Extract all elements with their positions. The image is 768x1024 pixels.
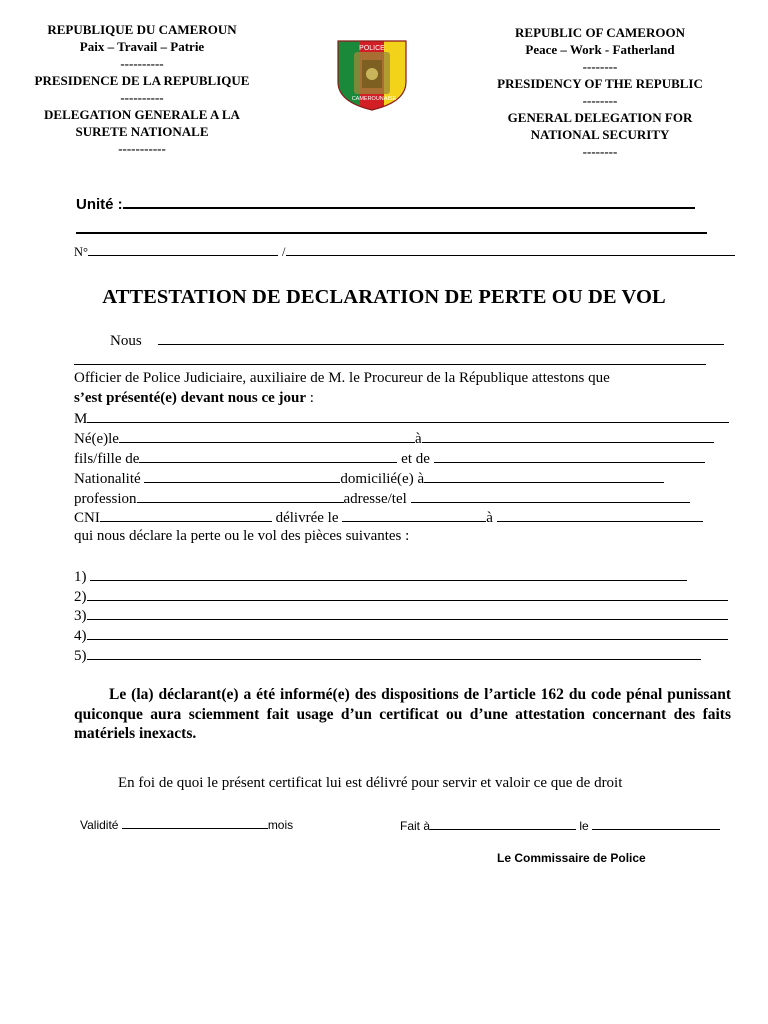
validity-field[interactable] <box>122 817 268 829</box>
validite-label: Validité <box>80 818 122 832</box>
unite-field[interactable] <box>123 194 695 209</box>
le-label: le <box>576 819 593 833</box>
piece-field[interactable] <box>87 646 701 660</box>
separator: -------- <box>582 59 618 74</box>
page-title: ATTESTATION DE DECLARATION DE PERTE OU DE VOL <box>102 286 666 308</box>
delegation-fr-1: DELEGATION GENERALE A LA <box>44 107 240 122</box>
cni-label: CNI <box>74 510 100 526</box>
adresse-label: adresse/tel <box>343 491 411 507</box>
officier-text: Officier de Police Judiciaire, auxiliaire de M. le Procureur de la République attestons que <box>74 370 610 386</box>
presente-text: s’est présenté(e) devant nous ce jour <box>74 390 307 406</box>
presente-colon: : <box>306 390 314 406</box>
country-en: REPUBLIC OF CAMEROON <box>515 25 685 40</box>
address-field[interactable] <box>411 489 690 503</box>
logo-top-text: POLICE <box>359 45 385 52</box>
fait-place-field[interactable] <box>430 818 576 830</box>
separator: ---------- <box>120 56 164 71</box>
piece-field[interactable] <box>90 567 687 581</box>
fait-date-field[interactable] <box>592 818 720 830</box>
cni-row <box>74 508 703 527</box>
birth-date-field[interactable] <box>119 429 415 443</box>
piece-item-4 <box>74 626 728 645</box>
m-label: M <box>74 411 88 427</box>
piece-item-2 <box>74 587 728 606</box>
numero-row <box>74 245 735 260</box>
nous-label: Nous <box>110 333 142 349</box>
m-row <box>74 409 729 428</box>
numero-suffix-field[interactable] <box>286 245 735 256</box>
police-logo <box>336 38 408 112</box>
et-de-label: et de <box>397 451 434 467</box>
separator: -------- <box>582 93 618 108</box>
mother-field[interactable] <box>434 449 705 463</box>
piece-number: 3) <box>74 608 87 624</box>
nous-field[interactable] <box>158 331 724 345</box>
nous-field-line-2[interactable] <box>74 364 706 365</box>
closing-text: En foi de quoi le présent certificat lui est délivré pour servir et valoir ce que de droit <box>118 775 623 791</box>
cni-date-field[interactable] <box>342 508 486 522</box>
m-field[interactable] <box>87 409 729 423</box>
piece-item-5 <box>74 646 701 665</box>
piece-number: 4) <box>74 628 87 644</box>
piece-item-1 <box>74 567 687 586</box>
piece-number: 5) <box>74 648 87 664</box>
motto-en: Peace – Work - Fatherland <box>525 42 675 57</box>
motto-fr: Paix – Travail – Patrie <box>79 39 205 54</box>
legal-warning: Le (la) déclarant(e) a été informé(e) des dispositions de l’article 162 du code pénal punissant quiconque aura sciemment fait usage d’un certificat ou d’une attestation concernant des faits matériels inexacts. <box>74 686 731 742</box>
birth-place-label: à <box>414 431 422 447</box>
header-right <box>462 24 738 160</box>
logo-bottom-text: CAMEROUNAISE <box>351 96 397 102</box>
delivree-label: délivrée le <box>271 510 343 526</box>
ne-le-label: Né(e)le <box>74 431 119 447</box>
piece-field[interactable] <box>87 606 728 620</box>
validity-row <box>80 817 293 832</box>
unite-field-line-2[interactable] <box>76 232 707 234</box>
nous-row <box>110 331 724 350</box>
nationalite-label: Nationalité <box>74 471 145 487</box>
nationality-row <box>74 469 664 488</box>
domicilie-label: domicilié(e) à <box>340 471 425 487</box>
declare-text: qui nous déclare la perte ou le vol des pièces suivantes : <box>74 528 410 544</box>
profession-row <box>74 489 690 508</box>
mois-label: mois <box>267 818 294 832</box>
fils-fille-label: fils/fille de <box>74 451 140 467</box>
numero-field[interactable] <box>88 245 278 256</box>
presidency-en: PRESIDENCY OF THE REPUBLIC <box>497 76 703 91</box>
profession-field[interactable] <box>137 489 344 503</box>
country-fr: REPUBLIQUE DU CAMEROUN <box>47 22 237 37</box>
presidency-fr: PRESIDENCE DE LA REPUBLIQUE <box>34 73 250 88</box>
piece-field[interactable] <box>87 626 728 640</box>
fait-a-label: Fait à <box>400 819 431 833</box>
cni-place-label: à <box>486 510 497 526</box>
unite-row <box>76 194 695 214</box>
cni-place-field[interactable] <box>497 508 703 522</box>
residence-field[interactable] <box>424 469 664 483</box>
separator: ----------- <box>118 141 166 156</box>
signatory: Le Commissaire de Police <box>497 851 646 865</box>
cni-field[interactable] <box>100 508 272 522</box>
fait-row <box>400 818 720 833</box>
numero-slash: / <box>282 245 286 259</box>
parents-row <box>74 449 705 468</box>
numero-label: N° <box>74 245 89 259</box>
nationality-field[interactable] <box>144 469 340 483</box>
birth-place-field[interactable] <box>422 429 714 443</box>
header-left <box>0 21 284 157</box>
presente-row <box>74 390 314 407</box>
delegation-fr-2: SURETE NATIONALE <box>75 124 209 139</box>
father-field[interactable] <box>139 449 397 463</box>
delegation-en-2: NATIONAL SECURITY <box>530 127 670 142</box>
piece-number: 2) <box>74 589 87 605</box>
delegation-en-1: GENERAL DELEGATION FOR <box>507 110 693 125</box>
unite-label: Unité : <box>76 196 123 213</box>
piece-number: 1) <box>74 569 91 585</box>
piece-item-3 <box>74 606 728 625</box>
piece-field[interactable] <box>87 587 728 601</box>
separator: -------- <box>582 144 618 159</box>
birth-row <box>74 429 714 448</box>
profession-label: profession <box>74 491 137 507</box>
separator: ---------- <box>120 90 164 105</box>
